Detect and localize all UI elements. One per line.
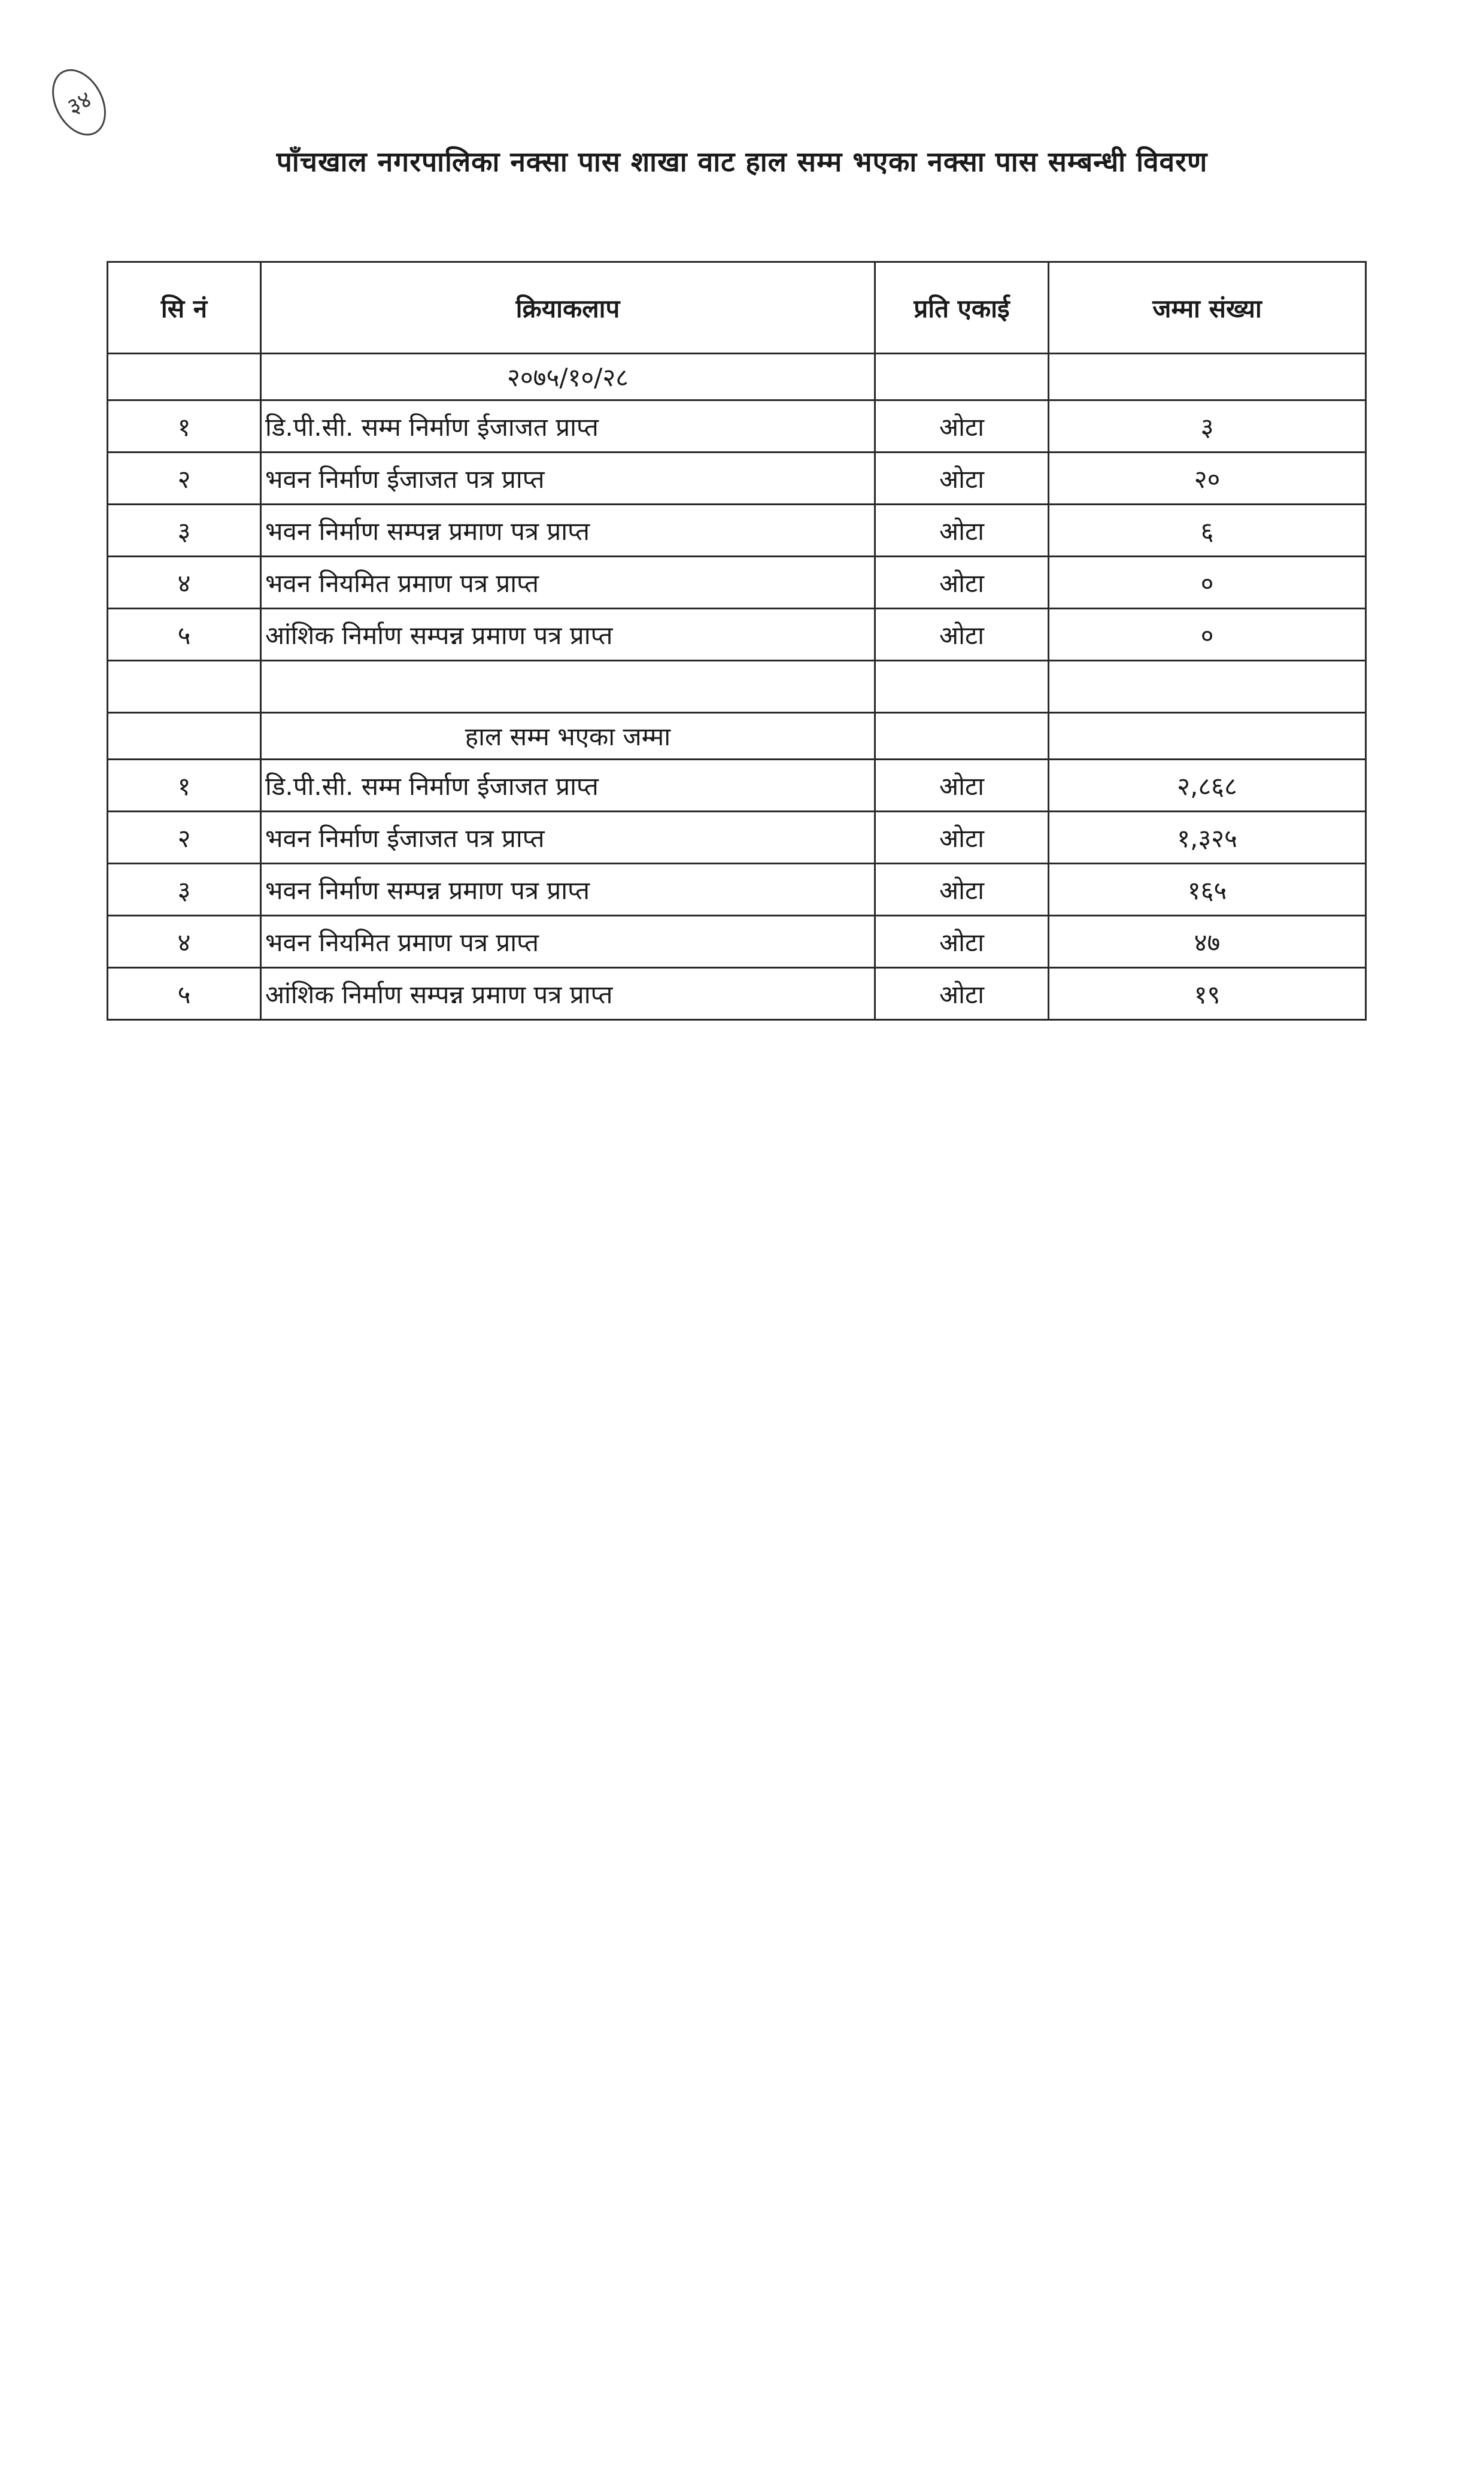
row-sn: १ — [108, 760, 261, 812]
table-row — [108, 609, 1366, 661]
row-activity: भवन निर्माण ईजाजत पत्र प्राप्त — [261, 812, 875, 864]
table-row — [108, 505, 1366, 557]
row-unit: ओटा — [875, 453, 1049, 505]
row-unit: ओटा — [875, 968, 1049, 1020]
row-total: २,८६८ — [1049, 760, 1366, 812]
table-row — [108, 453, 1366, 505]
row-total: ४७ — [1049, 916, 1366, 968]
row-sn: २ — [108, 812, 261, 864]
row-total: ० — [1049, 609, 1366, 661]
row-activity: डि.पी.सी. सम्म निर्माण ईजाजत प्राप्त — [261, 400, 875, 453]
row-activity: आंशिक निर्माण सम्पन्न प्रमाण पत्र प्राप्त — [261, 609, 875, 661]
table-row — [108, 812, 1366, 864]
section-empty-cell — [1049, 354, 1366, 400]
section-cumulative-label: हाल सम्म भएका जम्मा — [261, 713, 875, 760]
section-date-label: २०७५/१०/२८ — [261, 354, 875, 400]
table-header-row — [108, 262, 1366, 354]
row-unit: ओटा — [875, 916, 1049, 968]
row-activity: भवन निर्माण सम्पन्न प्रमाण पत्र प्राप्त — [261, 505, 875, 557]
row-total: १,३२५ — [1049, 812, 1366, 864]
section-empty-cell — [875, 713, 1049, 760]
header-unit: प्रति एकाई — [875, 262, 1049, 354]
row-sn: १ — [108, 400, 261, 453]
row-sn: ५ — [108, 609, 261, 661]
row-unit: ओटा — [875, 812, 1049, 864]
permit-table — [107, 261, 1367, 1021]
spacer-cell — [875, 661, 1049, 713]
row-total: २० — [1049, 453, 1366, 505]
row-unit: ओटा — [875, 400, 1049, 453]
header-activity: क्रियाकलाप — [261, 262, 875, 354]
section-empty-cell — [108, 713, 261, 760]
spacer-cell — [1049, 661, 1366, 713]
row-sn: ४ — [108, 557, 261, 609]
row-sn: ५ — [108, 968, 261, 1020]
section-empty-cell — [1049, 713, 1366, 760]
row-activity: डि.पी.सी. सम्म निर्माण ईजाजत प्राप्त — [261, 760, 875, 812]
spacer-cell — [108, 661, 261, 713]
row-total: ६ — [1049, 505, 1366, 557]
header-sn: सि नं — [108, 262, 261, 354]
section-empty-cell — [108, 354, 261, 400]
section-cumulative-row — [108, 713, 1366, 760]
row-total: ३ — [1049, 400, 1366, 453]
row-total: ० — [1049, 557, 1366, 609]
row-unit: ओटा — [875, 760, 1049, 812]
table-row — [108, 557, 1366, 609]
row-total: १९ — [1049, 968, 1366, 1020]
row-sn: ४ — [108, 916, 261, 968]
page-title: पाँचखाल नगरपालिका नक्सा पास शाखा वाट हाल सम्म भएका नक्सा पास सम्बन्धी विवरण — [276, 145, 1208, 178]
table-row — [108, 968, 1366, 1020]
spacer-cell — [261, 661, 875, 713]
table-row — [108, 760, 1366, 812]
row-sn: ३ — [108, 864, 261, 916]
row-activity: आंशिक निर्माण सम्पन्न प्रमाण पत्र प्राप्त — [261, 968, 875, 1020]
section-empty-cell — [875, 354, 1049, 400]
row-unit: ओटा — [875, 505, 1049, 557]
row-activity: भवन निर्माण सम्पन्न प्रमाण पत्र प्राप्त — [261, 864, 875, 916]
row-unit: ओटा — [875, 609, 1049, 661]
section-date-row — [108, 354, 1366, 400]
row-sn: ३ — [108, 505, 261, 557]
spacer-row — [108, 661, 1366, 713]
page-number-stamp: ३४ — [41, 60, 117, 145]
row-activity: भवन नियमित प्रमाण पत्र प्राप्त — [261, 557, 875, 609]
row-activity: भवन नियमित प्रमाण पत्र प्राप्त — [261, 916, 875, 968]
row-activity: भवन निर्माण ईजाजत पत्र प्राप्त — [261, 453, 875, 505]
row-total: १६५ — [1049, 864, 1366, 916]
header-total: जम्मा संख्या — [1049, 262, 1366, 354]
row-unit: ओटा — [875, 864, 1049, 916]
table-row — [108, 400, 1366, 453]
table-row — [108, 916, 1366, 968]
table-row — [108, 864, 1366, 916]
row-unit: ओटा — [875, 557, 1049, 609]
row-sn: २ — [108, 453, 261, 505]
